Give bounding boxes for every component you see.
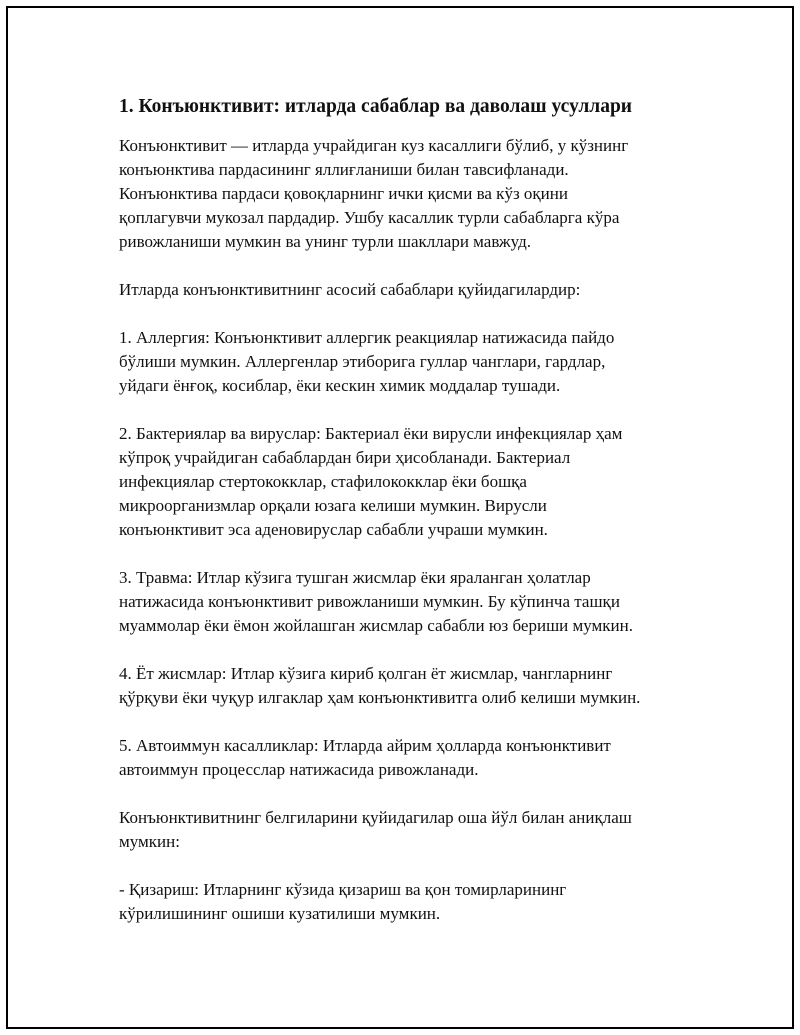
cause-infection-paragraph	[119, 422, 719, 542]
symptoms-heading-paragraph	[119, 806, 719, 854]
page-frame	[6, 6, 794, 1029]
text-line: 3. Травма: Итлар кўзига тушган жисмлар ёки яраланган ҳолатлар	[119, 568, 591, 587]
cause-autoimmune-paragraph	[119, 734, 719, 782]
text-line: конъюнктива пардасининг яллиғланиши билан тавсифланади.	[119, 160, 569, 179]
text-line: Итларда конъюнктивитнинг асосий сабаблари қуйидагилардир:	[119, 280, 581, 299]
cause-foreign-bodies-paragraph	[119, 662, 719, 710]
text-line: автоиммун процесслар натижасида ривожланади.	[119, 760, 479, 779]
text-line: Конъюнктивит — итларда учрайдиган куз касаллиги бўлиб, у кўзнинг	[119, 136, 629, 155]
text-line: конъюнктивит эса аденовируслар сабабли учраши мумкин.	[119, 520, 548, 539]
text-line: кўпроқ учрайдиган сабаблардан бири ҳисобланади. Бактериал	[119, 448, 571, 467]
intro-paragraph	[119, 134, 719, 254]
text-line: - Қизариш: Итларнинг кўзида қизариш ва қон томирларининг	[119, 880, 567, 899]
symptom-redness-paragraph	[119, 878, 719, 926]
text-line: кўрилишининг ошиши кузатилиши мумкин.	[119, 904, 441, 923]
text-line: 5. Автоиммун касалликлар: Итларда айрим ҳолларда конъюнктивит	[119, 736, 611, 755]
text-line: муаммолар ёки ёмон жойлашган жисмлар сабабли юз бериши мумкин.	[119, 616, 634, 635]
text-line: мумкин:	[119, 832, 180, 851]
text-line: инфекциялар стертококклар, стафилококклар ёки бошқа	[119, 472, 527, 491]
document-body	[119, 94, 719, 950]
text-line: Конъюнктивитнинг белгиларини қуйидагилар оша йўл билан аниқлаш	[119, 808, 632, 827]
text-line: қўрқуви ёки чуқур илгаклар ҳам конъюнктивитга олиб келиши мумкин.	[119, 688, 641, 707]
text-line: 4. Ёт жисмлар: Итлар кўзига кириб қолган ёт жисмлар, чангларнинг	[119, 664, 613, 683]
text-line: 1. Аллергия: Конъюнктивит аллергик реакциялар натижасида пайдо	[119, 328, 615, 347]
text-line: натижасида конъюнктивит ривожланиши мумкин. Бу кўпинча ташқи	[119, 592, 620, 611]
cause-allergy-paragraph	[119, 326, 719, 398]
cause-trauma-paragraph	[119, 566, 719, 638]
text-line: бўлиши мумкин. Аллергенлар этиборига гуллар чанглари, гардлар,	[119, 352, 606, 371]
text-line: уйдаги ёнғоқ, косиблар, ёки кескин химик моддалар тушади.	[119, 376, 561, 395]
causes-heading-paragraph	[119, 278, 719, 302]
document-title: 1. Конъюнктивит: итларда сабаблар ва даволаш усуллари	[119, 96, 633, 117]
text-line: 2. Бактериялар ва вируслар: Бактериал ёки вирусли инфекциялар ҳам	[119, 424, 623, 443]
text-line: ривожланиши мумкин ва унинг турли шакллари мавжуд.	[119, 232, 531, 251]
text-line: Конъюнктива пардаси қовоқларнинг ички қисми ва кўз оқини	[119, 184, 568, 203]
text-line: қоплагувчи мукозал пардадир. Ушбу касаллик турли сабабларга кўра	[119, 208, 620, 227]
text-line: микроорганизмлар орқали юзага келиши мумкин. Вирусли	[119, 496, 547, 515]
